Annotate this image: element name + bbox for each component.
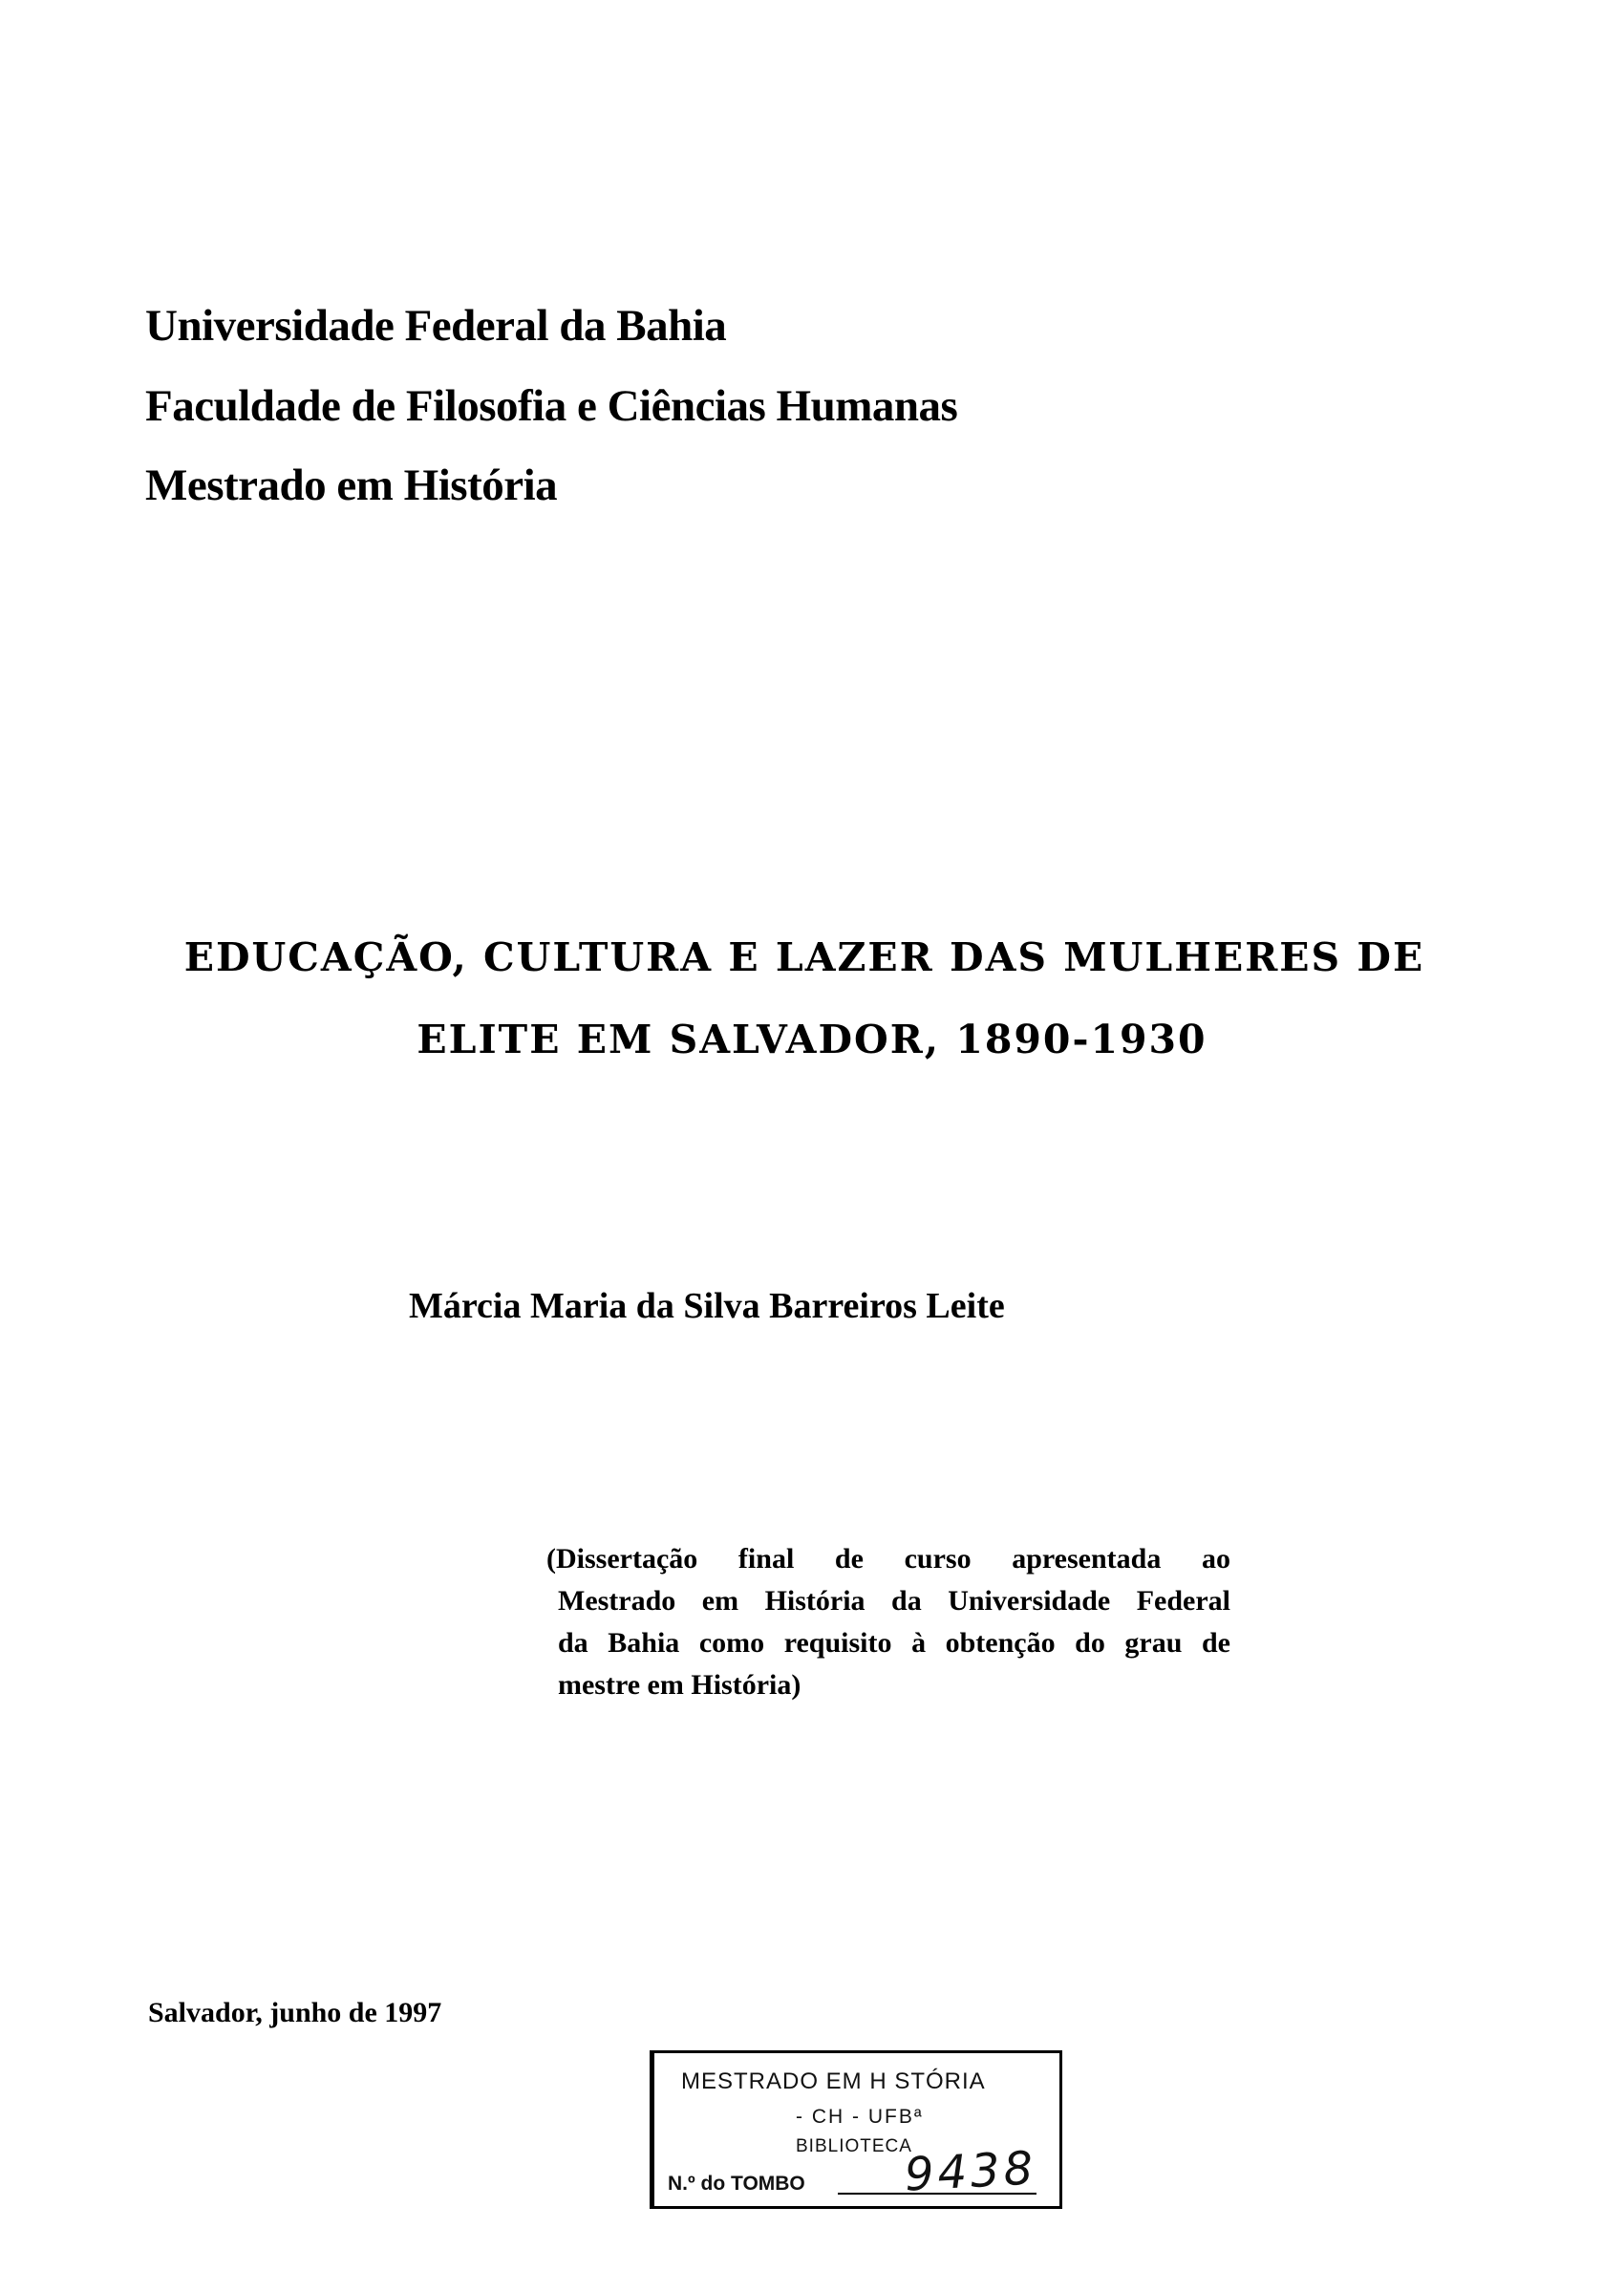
note-line-4: mestre em História)	[558, 1669, 801, 1701]
stamp-tombo-number: 9438	[903, 2141, 1038, 2202]
tombo-label-text: N.º do TOMBO	[668, 2173, 805, 2195]
note-line-3: da Bahia como requisito à obtenção do grau de	[558, 1627, 1230, 1659]
note-line-2: Mestrado em História da Universidade Federal	[558, 1585, 1230, 1617]
title-line-2: ELITE EM SALVADOR, 1890-1930	[417, 1017, 1207, 1062]
program-name: Mestrado em História	[145, 461, 558, 510]
note-line-1: (Dissertação final de curso apresentada ao	[546, 1543, 1230, 1575]
stamp-tombo-label	[668, 2174, 805, 2194]
stamp-program: MESTRADO EM H STÓRIA	[681, 2068, 986, 2094]
library-stamp	[650, 2050, 1062, 2209]
author-name: Márcia Maria da Silva Barreiros Leite	[409, 1286, 1005, 1326]
dissertation-note	[546, 1538, 1230, 1706]
place-and-date: Salvador, junho de 1997	[148, 1997, 442, 2028]
stamp-library: BIBLIOTECA	[796, 2136, 912, 2156]
faculty-name: Faculdade de Filosofia e Ciências Humanas	[145, 381, 958, 431]
title-line-1: EDUCAÇÃO, CULTURA E LAZER DAS MULHERES DE	[183, 934, 1425, 980]
stamp-unit: - CH - UFBª	[796, 2106, 924, 2128]
university-name: Universidade Federal da Bahia	[145, 301, 727, 351]
